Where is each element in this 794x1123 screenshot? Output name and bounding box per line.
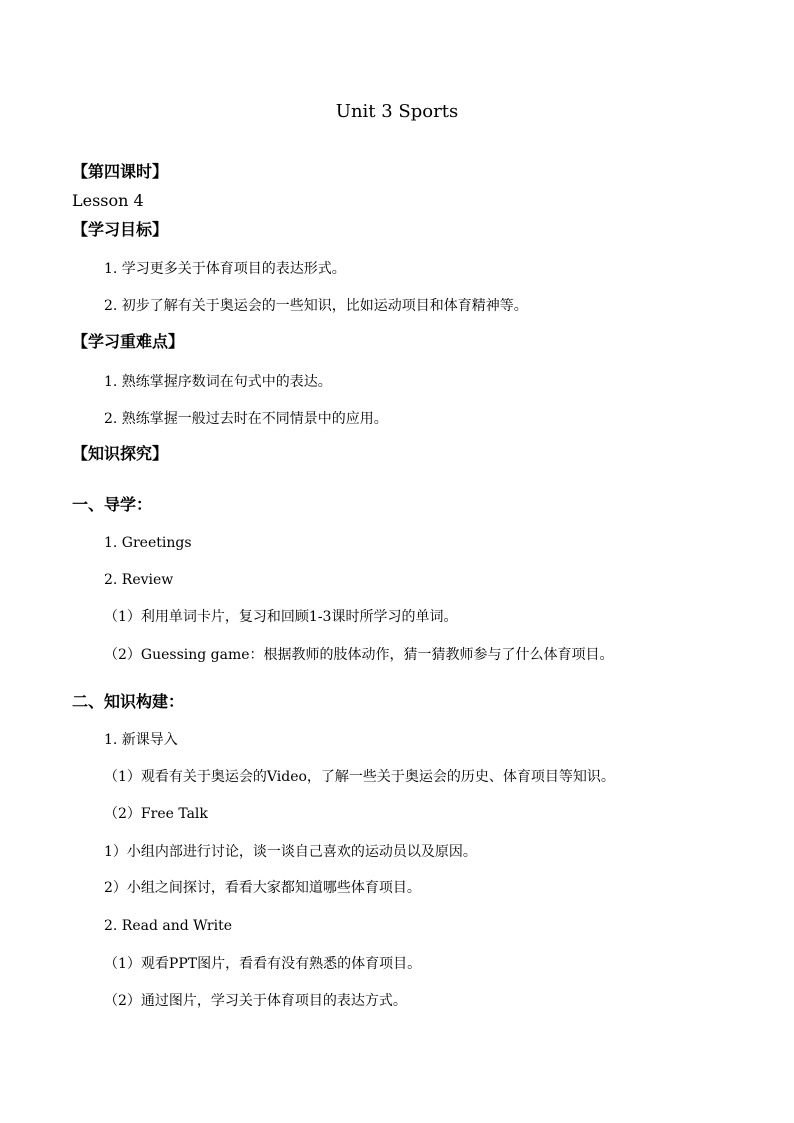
lesson-label: Lesson 4 bbox=[72, 191, 144, 210]
part2-item: 1）小组内部进行讨论，谈一谈自己喜欢的运动员以及原因。 bbox=[104, 844, 477, 860]
objective-item: 2. 初步了解有关于奥运会的一些知识，比如运动项目和体育精神等。 bbox=[104, 298, 528, 314]
part2-item: 2）小组之间探讨，看看大家都知道哪些体育项目。 bbox=[104, 880, 421, 896]
part1-heading: 一、导学： bbox=[72, 495, 153, 514]
period-heading: 【第四课时】 bbox=[72, 162, 169, 181]
part1-item: 1. Greetings bbox=[104, 535, 192, 551]
objective-item: 1. 学习更多关于体育项目的表达形式。 bbox=[104, 261, 346, 277]
part2-item: （1）观看PPT图片，看看有没有熟悉的体育项目。 bbox=[104, 956, 422, 972]
keypoint-item: 1. 熟练掌握序数词在句式中的表达。 bbox=[104, 374, 332, 390]
explore-heading: 【知识探究】 bbox=[72, 444, 169, 463]
part2-heading: 二、知识构建： bbox=[72, 692, 185, 711]
part1-item: 2. Review bbox=[104, 572, 174, 588]
part2-item: （2）通过图片，学习关于体育项目的表达方式。 bbox=[104, 993, 407, 1009]
part1-item: （1）利用单词卡片，复习和回顾1-3课时所学习的单词。 bbox=[104, 609, 458, 625]
part2-item: 2. Read and Write bbox=[104, 918, 233, 934]
part1-item: （2）Guessing game：根据教师的肢体动作，猜一猜教师参与了什么体育项目。 bbox=[104, 647, 614, 663]
part2-item: 1. 新课导入 bbox=[104, 732, 178, 748]
part2-item: （1）观看有关于奥运会的Video，了解一些关于奥运会的历史、体育项目等知识。 bbox=[104, 769, 615, 785]
keypoint-item: 2. 熟练掌握一般过去时在不同情景中的应用。 bbox=[104, 411, 388, 427]
keypoints-heading: 【学习重难点】 bbox=[72, 332, 185, 351]
objectives-heading: 【学习目标】 bbox=[72, 220, 169, 239]
part2-item: （2）Free Talk bbox=[104, 806, 208, 822]
document-title: Unit 3 Sports bbox=[335, 101, 459, 122]
